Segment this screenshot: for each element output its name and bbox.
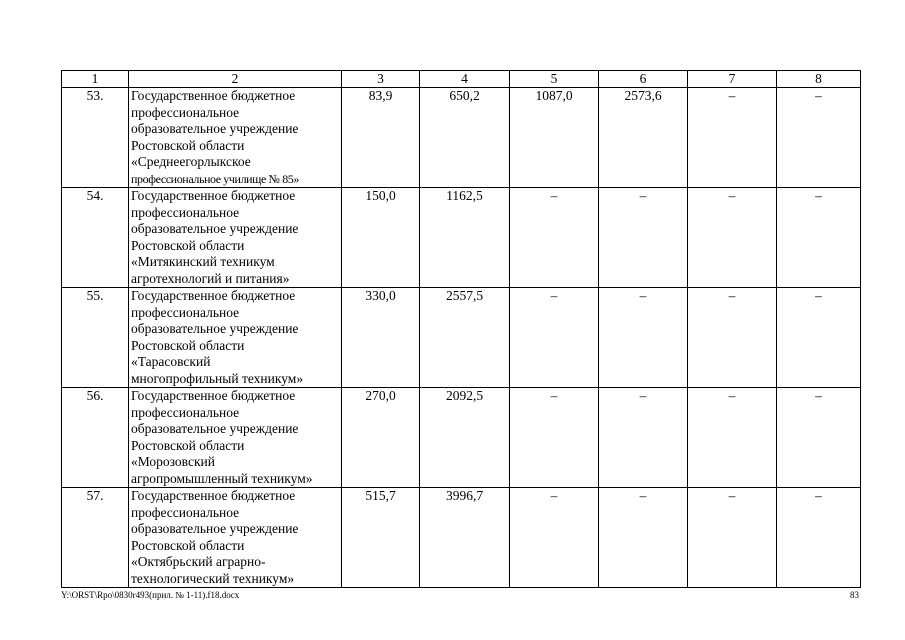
value-col-7: –: [688, 88, 777, 188]
value-col-4: 2557,5: [420, 288, 510, 388]
value-col-5: –: [510, 288, 599, 388]
institution-name-line: профессиональное: [131, 104, 240, 120]
institution-name-line: «Морозовский: [131, 454, 215, 469]
institution-name-line: технологический техникум»: [131, 570, 295, 586]
column-header-2: 2: [129, 71, 342, 88]
institution-name-line: Государственное бюджетное: [131, 88, 296, 103]
institution-name-line: Ростовской области: [131, 137, 245, 153]
table-header-row: [62, 71, 861, 88]
table-row: [62, 88, 861, 188]
value-col-5: –: [510, 488, 599, 588]
institution-name-line: «Октябрьский аграрно-: [131, 554, 266, 569]
value-col-8: –: [777, 188, 861, 288]
value-col-4: 3996,7: [420, 488, 510, 588]
value-col-8: –: [777, 488, 861, 588]
row-number: 57.: [62, 488, 129, 588]
value-col-4: 650,2: [420, 88, 510, 188]
row-number: 53.: [62, 88, 129, 188]
institution-name: [129, 288, 342, 388]
institution-name-line: образовательное учреждение: [131, 421, 299, 436]
column-header-3: 3: [342, 71, 420, 88]
row-number: 56.: [62, 388, 129, 488]
column-header-1: 1: [62, 71, 129, 88]
column-header-4: 4: [420, 71, 510, 88]
value-col-3: 330,0: [342, 288, 420, 388]
institution-name-line: «Митякинский техникум: [131, 254, 275, 269]
value-col-8: –: [777, 388, 861, 488]
institution-name-line: образовательное учреждение: [131, 121, 299, 136]
institution-name-line: Государственное бюджетное: [131, 388, 296, 403]
column-header-6: 6: [599, 71, 688, 88]
institution-name-line: многопрофильный техникум»: [131, 370, 304, 386]
table-row: [62, 488, 861, 588]
row-number: 54.: [62, 188, 129, 288]
institution-name-line: образовательное учреждение: [131, 221, 299, 236]
institution-name-line: «Среднеегорлыкское: [131, 154, 251, 169]
institution-name-line: профессиональное: [131, 404, 240, 420]
table-row: [62, 288, 861, 388]
table-row: [62, 388, 861, 488]
value-col-5: 1087,0: [510, 88, 599, 188]
value-col-6: 2573,6: [599, 88, 688, 188]
value-col-3: 150,0: [342, 188, 420, 288]
value-col-8: –: [777, 88, 861, 188]
institution-name-line: образовательное учреждение: [131, 321, 299, 336]
institution-name-line: профессиональное: [131, 204, 240, 220]
value-col-7: –: [688, 188, 777, 288]
column-header-5: 5: [510, 71, 599, 88]
institution-name: [129, 488, 342, 588]
institution-name-line: Ростовской области: [131, 237, 245, 253]
institution-name-line: Ростовской области: [131, 537, 245, 553]
institution-name: [129, 388, 342, 488]
value-col-6: –: [599, 188, 688, 288]
value-col-4: 1162,5: [420, 188, 510, 288]
value-col-3: 83,9: [342, 88, 420, 188]
budget-table: [61, 70, 861, 588]
value-col-8: –: [777, 288, 861, 388]
file-path-footer: Y:\ORST\Rpo\0830r493(прил. № 1-11).f18.docx: [61, 590, 240, 600]
row-number: 55.: [62, 288, 129, 388]
institution-name: [129, 88, 342, 188]
value-col-7: –: [688, 488, 777, 588]
institution-name-line: Ростовской области: [131, 437, 245, 453]
value-col-3: 270,0: [342, 388, 420, 488]
institution-name-line: «Тарасовский: [131, 354, 211, 369]
value-col-5: –: [510, 388, 599, 488]
institution-name-line: профессиональное: [131, 504, 240, 520]
value-col-6: –: [599, 288, 688, 388]
institution-name-line: Государственное бюджетное: [131, 288, 296, 303]
value-col-7: –: [688, 388, 777, 488]
table-row: [62, 188, 861, 288]
column-header-8: 8: [777, 71, 861, 88]
value-col-7: –: [688, 288, 777, 388]
value-col-6: –: [599, 388, 688, 488]
institution-name-line: Ростовской области: [131, 337, 245, 353]
institution-name-line: профессиональное училище № 85»: [131, 171, 299, 186]
institution-name-line: образовательное учреждение: [131, 521, 299, 536]
value-col-6: –: [599, 488, 688, 588]
institution-name-line: агротехнологий и питания»: [131, 270, 290, 286]
page-number: 83: [850, 590, 859, 600]
institution-name-line: агропромышленный техникум»: [131, 470, 313, 486]
value-col-4: 2092,5: [420, 388, 510, 488]
institution-name-line: Государственное бюджетное: [131, 188, 296, 203]
institution-name-line: Государственное бюджетное: [131, 488, 296, 503]
institution-name: [129, 188, 342, 288]
column-header-7: 7: [688, 71, 777, 88]
institution-name-line: профессиональное: [131, 304, 240, 320]
value-col-3: 515,7: [342, 488, 420, 588]
value-col-5: –: [510, 188, 599, 288]
